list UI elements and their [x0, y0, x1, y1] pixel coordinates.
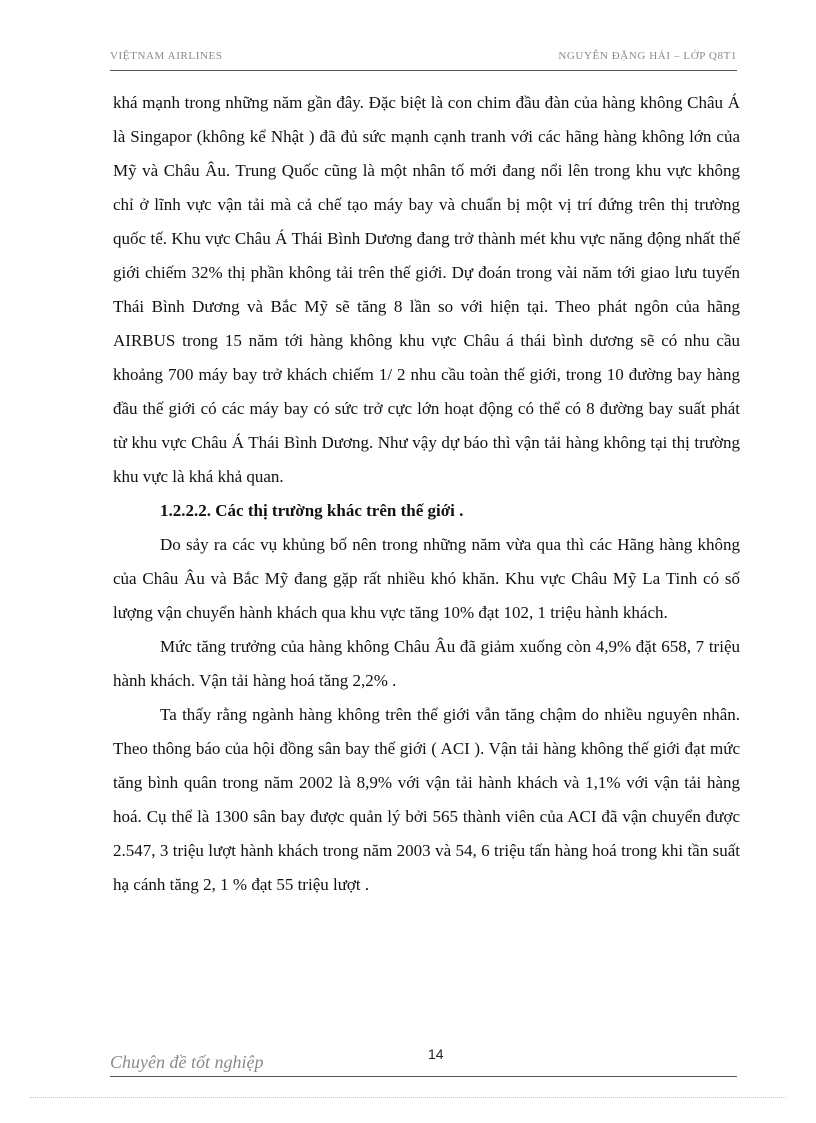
page-footer: [110, 1046, 737, 1077]
body-paragraph-2: Do sảy ra các vụ khủng bố nên trong những năm vừa qua thì các Hãng hàng không của Châu Âu và Bắc Mỹ đang gặp rất nhiều khó khăn. Khu vực Châu Mỹ La Tinh có số lượng vận chuyển hành khách qua khu vực tăng 10% đạt 102, 1 triệu hành khách.: [113, 535, 740, 622]
section-heading: 1.2.2.2. Các thị trường khác trên thế giới .: [160, 501, 464, 520]
header-left-text: VIỆTNAM AIRLINES: [110, 50, 223, 62]
page-content: [113, 86, 740, 902]
page-header: [110, 48, 737, 71]
page-bottom-divider: [30, 1097, 786, 1098]
body-paragraph-1: khá mạnh trong những năm gần đây. Đặc biệt là con chim đầu đàn của hàng không Châu Á là Singapor (không kể Nhật ) đã đủ sức mạnh cạnh tranh với các hãng hàng không lớn của Mỹ và Châu Âu. Trung Quốc cũng là một nhân tố mới đang nổi lên trong khu vực không chỉ ở lĩnh vực vận tải mà cả chế tạo máy bay và chuẩn bị một vị trí đứng trên thị trường quốc tế. Khu vực Châu Á Thái Bình Dương đang trở thành mét khu vực năng động nhất thế giới chiếm 32% thị phần không tải trên thế giới. Dự đoán trong vài năm tới giao lưu tuyến Thái Bình Dương và Bắc Mỹ sẽ tăng 8 lần so với hiện tại. Theo phát ngôn của hãng AIRBUS trong 15 năm tới hàng không khu vực Châu á thái bình dương sẽ có nhu cầu khoảng 700 máy bay trở khách chiếm 1/ 2 nhu cầu toàn thế giới, trong 10 đường bay hàng đầu thế giới có các máy bay có sức trở cực lớn hoạt động có thể có 8 đường bay suất phát từ khu vực Châu Á Thái Bình Dương. Như vậy dự báo thì vận tải hàng không tại thị trường khu vực là khá khả quan.: [113, 93, 740, 486]
page-number: 14: [428, 1046, 444, 1062]
header-right-text: NGUYỄN ĐẶNG HẢI – LỚP Q8T1: [558, 50, 737, 62]
body-paragraph-3: Mức tăng trưởng của hàng không Châu Âu đã giảm xuống còn 4,9% đặt 658, 7 triệu hành khách. Vận tải hàng hoá tăng 2,2% .: [113, 637, 740, 690]
footer-title: Chuyên đề tốt nghiệp: [110, 1052, 264, 1072]
body-paragraph-4: Ta thấy rằng ngành hàng không trên thế giới vẫn tăng chậm do nhiều nguyên nhân. Theo thông báo của hội đồng sân bay thế giới ( ACI ). Vận tải hàng không thế giới đạt mức tăng bình quân trong năm 2002 là 8,9% với vận tải hành khách và 1,1% với vận tải hàng hoá. Cụ thể là 1300 sân bay được quản lý bởi 565 thành viên của ACI đã vận chuyển được 2.547, 3 triệu lượt hành khách trong năm 2003 và 54, 6 triệu tấn hàng hoá trong khi tần suất hạ cánh tăng 2, 1 % đạt 55 triệu lượt .: [113, 705, 740, 894]
